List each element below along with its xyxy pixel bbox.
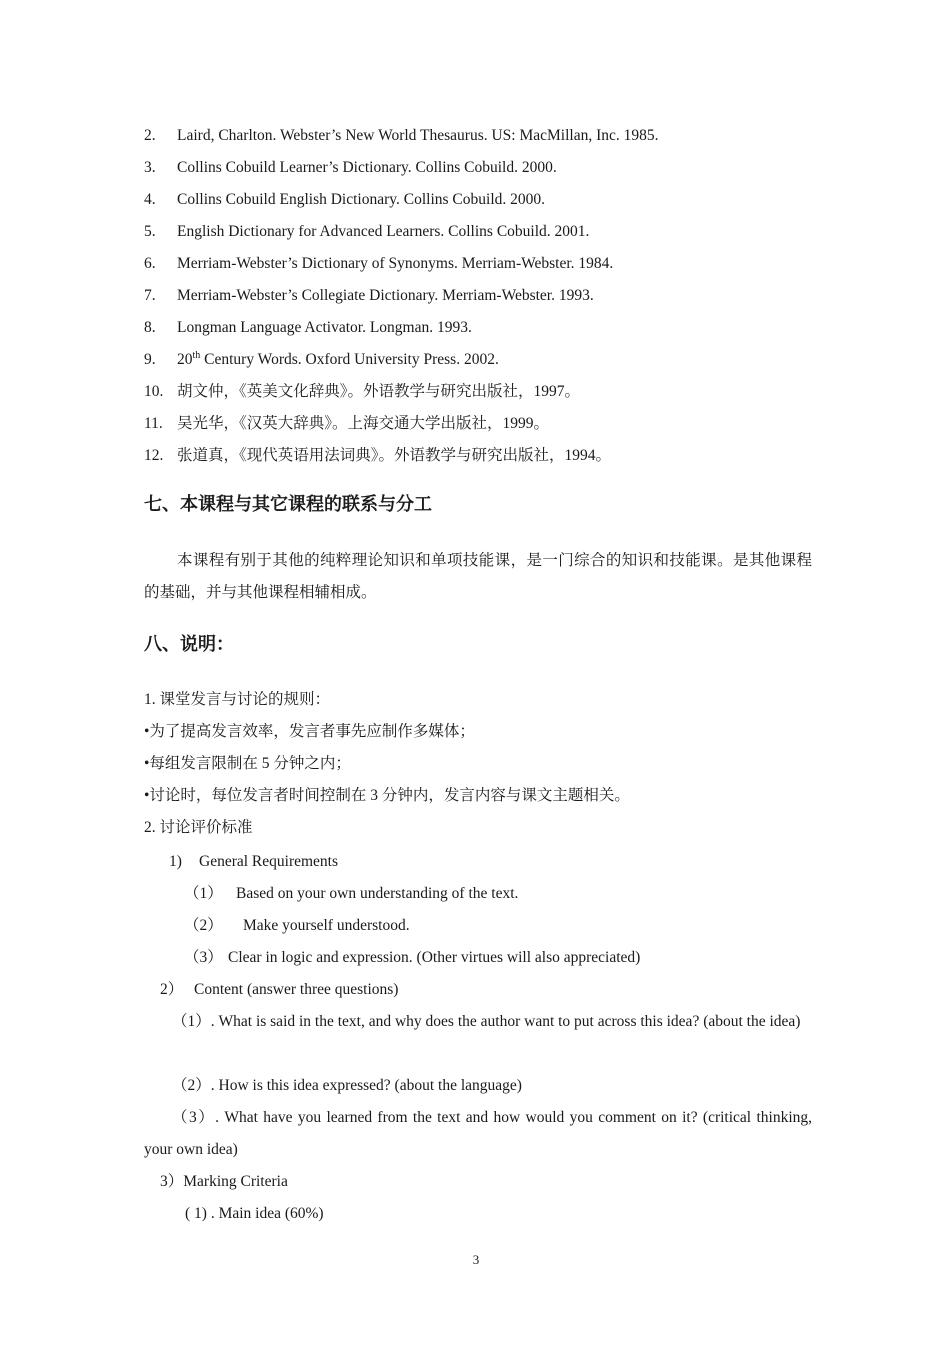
reference-number: 4. [144,191,156,208]
question-item: （1）. What is said in the text, and why does the author want to put across this idea? (about the idea) [172,1013,801,1030]
list-heading: General Requirements [199,853,339,870]
reference-number: 2. [144,127,156,144]
reference-number: 9. [144,351,156,368]
list-label: （2） [184,917,223,934]
reference-text: Merriam-Webster’s Collegiate Dictionary. Merriam-Webster. 1993. [177,287,594,304]
reference-number: 10. [144,383,164,400]
section-heading: 八、说明： [144,634,234,655]
reference-text: English Dictionary for Advanced Learners. Collins Cobuild. 2001. [177,223,590,240]
reference-number: 3. [144,159,156,176]
reference-number: 6. [144,255,156,272]
reference-number: 11. [144,415,163,432]
list-label: （3） [184,949,223,966]
question-item: （3）. What have you learned from the text and how would you comment on it? (critical thinking, your own idea) [144,1109,812,1158]
list-heading: 3）Marking Criteria [160,1173,288,1190]
page-number: 3 [472,1252,480,1267]
reference-text-pre: 20 [177,351,193,368]
list-label: （1） [184,885,223,902]
list-item: Make yourself understood. [243,917,410,934]
reference-text-post: Century Words. Oxford University Press. 2002. [200,351,499,368]
question-item: （2）. How is this idea expressed? (about the language) [172,1077,522,1094]
reference-text: Collins Cobuild English Dictionary. Collins Cobuild. 2000. [177,191,545,208]
reference-text: 吴光华，《汉英大辞典》。上海交通大学出版社，1999。 [177,415,550,432]
list-item: Based on your own understanding of the text. [236,885,519,902]
section-heading: 七、本课程与其它课程的联系与分工 [144,494,432,515]
reference-text: Longman Language Activator. Longman. 1993. [177,319,472,336]
reference-number: 8. [144,319,156,336]
reference-number: 5. [144,223,156,240]
reference-text: Merriam-Webster’s Dictionary of Synonyms. Merriam-Webster. 1984. [177,255,614,272]
list-item: Clear in logic and expression. (Other virtues will also appreciated) [228,949,641,966]
reference-number: 12. [144,447,164,464]
bullet-item: •为了提高发言效率，发言者事先应制作多媒体； [144,723,475,740]
list-heading: Content (answer three questions) [194,981,399,998]
reference-text: 胡文仲，《英美文化辞典》。外语教学与研究出版社，1997。 [177,383,581,400]
section-paragraph: 本课程有别于其他的纯粹理论知识和单项技能课，是一门综合的知识和技能课。是其他课程的基础，并与其他课程相辅相成。 [144,552,812,601]
reference-text [177,350,499,370]
criteria-title: 2. 讨论评价标准 [144,819,253,836]
superscript: th [192,350,201,361]
list-label: 2） [160,981,184,998]
reference-text: Collins Cobuild Learner’s Dictionary. Collins Cobuild. 2000. [177,159,557,176]
list-label: 1) [169,853,182,870]
reference-text: Laird, Charlton. Webster’s New World Thesaurus. US: MacMillan, Inc. 1985. [177,127,659,144]
reference-number: 7. [144,287,156,304]
rules-title: 1. 课堂发言与讨论的规则： [144,691,331,708]
bullet-item: •每组发言限制在 5 分钟之内； [144,755,351,772]
bullet-item: •讨论时，每位发言者时间控制在 3 分钟内，发言内容与课文主题相关。 [144,787,630,804]
reference-text: 张道真，《现代英语用法词典》。外语教学与研究出版社，1994。 [177,447,612,464]
list-item: ( 1) . Main idea (60%) [185,1205,324,1222]
